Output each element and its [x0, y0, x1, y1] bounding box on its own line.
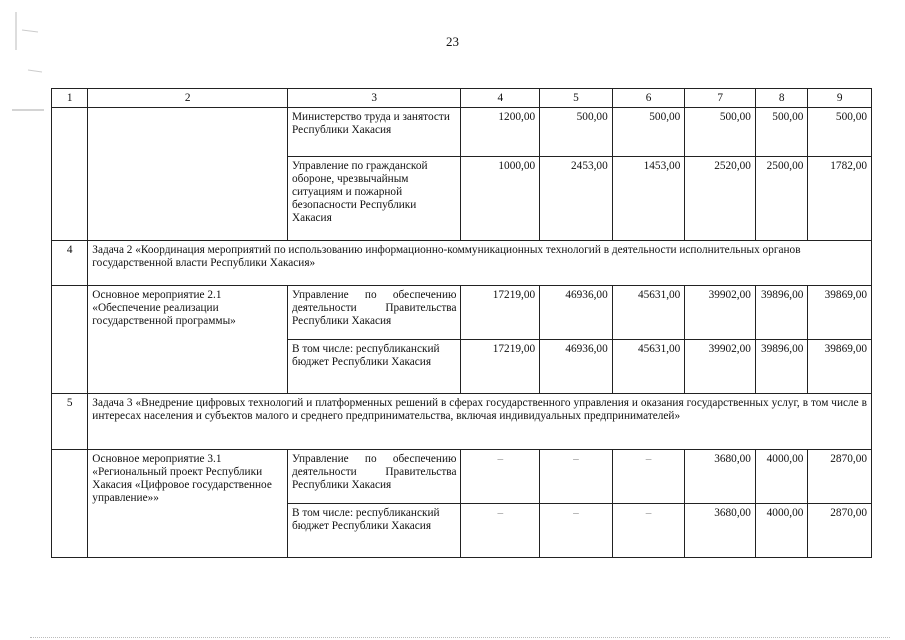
- executor-cell: Управление по обеспечению деятельности Правительства Республики Хакасия: [288, 286, 461, 340]
- value-cell: –: [461, 504, 540, 558]
- task-row: [52, 394, 872, 450]
- page-number: 23: [446, 34, 459, 49]
- value-cell: 3680,00: [685, 450, 756, 504]
- executor-cell: Управление по обеспечению деятельности Правительства Республики Хакасия: [288, 450, 461, 504]
- value-cell: 500,00: [540, 108, 613, 157]
- value-cell: 46936,00: [540, 286, 613, 340]
- value-cell: 4000,00: [755, 450, 807, 504]
- value-cell: 1453,00: [612, 157, 685, 241]
- scan-noise-line: [30, 634, 890, 638]
- value-cell: 39902,00: [685, 286, 756, 340]
- margin-scan-marks: [8, 10, 48, 120]
- executor-cell: В том числе: республиканский бюджет Республики Хакасия: [288, 340, 461, 394]
- value-cell: 3680,00: [685, 504, 756, 558]
- task-row: [52, 241, 872, 286]
- value-cell: 2870,00: [808, 450, 872, 504]
- value-cell: 17219,00: [461, 340, 540, 394]
- task-text: Задача 3 «Внедрение цифровых технологий и платформенных решений в сферах государственного управления и оказания государственных услуг, в том числе в интересах населения и субъектов малого и среднего предпринимательства, включая индивидуальных предпринимателей»: [88, 394, 872, 450]
- header-row: [52, 89, 872, 108]
- value-cell: 500,00: [612, 108, 685, 157]
- value-cell: 2870,00: [808, 504, 872, 558]
- value-cell: –: [540, 450, 613, 504]
- value-cell: 1200,00: [461, 108, 540, 157]
- value-cell: –: [612, 450, 685, 504]
- value-cell: 2500,00: [755, 157, 807, 241]
- value-cell: 17219,00: [461, 286, 540, 340]
- value-cell: 500,00: [808, 108, 872, 157]
- header-cell: 1: [52, 89, 88, 108]
- measure-name: Основное мероприятие 2.1 «Обеспечение реализации государственной программы»: [88, 286, 288, 394]
- measure-name: Основное мероприятие 3.1 «Региональный проект Республики Хакасия «Цифровое государственное управление»»: [88, 450, 288, 558]
- value-cell: 1782,00: [808, 157, 872, 241]
- value-cell: –: [612, 504, 685, 558]
- value-cell: –: [461, 450, 540, 504]
- value-cell: 39896,00: [755, 340, 807, 394]
- executor-cell: Министерство труда и занятости Республики Хакасия: [288, 108, 461, 157]
- row-number: 5: [52, 394, 88, 450]
- value-cell: 39902,00: [685, 340, 756, 394]
- header-cell: 3: [288, 89, 461, 108]
- executor-cell: В том числе: республиканский бюджет Республики Хакасия: [288, 504, 461, 558]
- header-cell: 4: [461, 89, 540, 108]
- budget-table: [51, 88, 872, 558]
- value-cell: 46936,00: [540, 340, 613, 394]
- value-cell: 39869,00: [808, 286, 872, 340]
- empty-cell: [52, 286, 88, 394]
- empty-cell: [52, 108, 88, 241]
- value-cell: 2453,00: [540, 157, 613, 241]
- value-cell: 39869,00: [808, 340, 872, 394]
- executor-cell: Управление по гражданской обороне, чрезвычайным ситуациям и пожарной безопасности Республики Хакасия: [288, 157, 461, 241]
- header-cell: 6: [612, 89, 685, 108]
- value-cell: 1000,00: [461, 157, 540, 241]
- table-row: [52, 108, 872, 157]
- task-text: Задача 2 «Координация мероприятий по использованию информационно-коммуникационных технологий в деятельности исполнительных органов государственной власти Республики Хакасия»: [88, 241, 872, 286]
- value-cell: –: [540, 504, 613, 558]
- header-cell: 9: [808, 89, 872, 108]
- header-cell: 7: [685, 89, 756, 108]
- table-row: [52, 450, 872, 504]
- empty-cell: [88, 108, 288, 241]
- header-cell: 5: [540, 89, 613, 108]
- value-cell: 45631,00: [612, 286, 685, 340]
- value-cell: 2520,00: [685, 157, 756, 241]
- value-cell: 45631,00: [612, 340, 685, 394]
- row-number: 4: [52, 241, 88, 286]
- value-cell: 4000,00: [755, 504, 807, 558]
- value-cell: 500,00: [755, 108, 807, 157]
- table-row: [52, 286, 872, 340]
- empty-cell: [52, 450, 88, 558]
- header-cell: 8: [755, 89, 807, 108]
- value-cell: 500,00: [685, 108, 756, 157]
- value-cell: 39896,00: [755, 286, 807, 340]
- header-cell: 2: [88, 89, 288, 108]
